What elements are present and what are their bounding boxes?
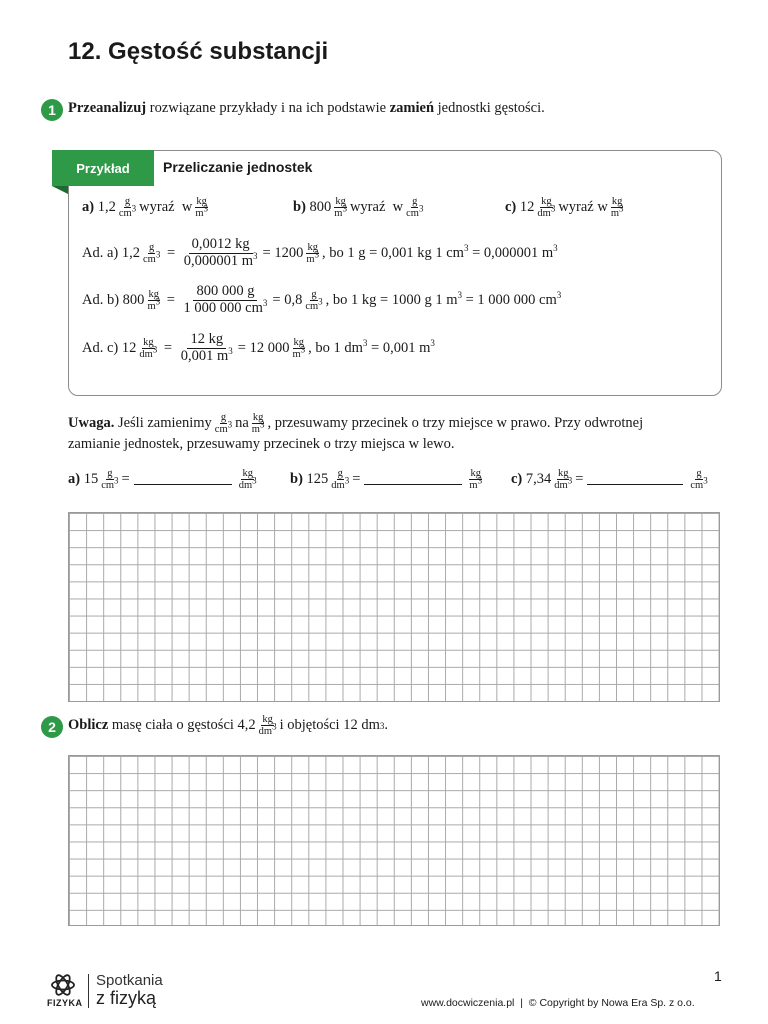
unit-fraction: $\frac{kg}{m^3}$: [195, 196, 208, 220]
item-label: b): [293, 199, 306, 216]
footer-divider: [88, 974, 89, 1008]
exercise-c: [511, 468, 711, 491]
unit-fraction: $\frac{g}{cm^3}$: [214, 412, 233, 436]
item-word: wyraź w: [558, 199, 608, 216]
task-1-number-badge: 1: [41, 99, 63, 121]
calculation-fraction: $\frac{12 kg}{0,001 m^3}$: [180, 331, 233, 364]
exercise-label: c): [511, 471, 523, 488]
unit-fraction: $\frac{g}{cm^3}$: [406, 196, 424, 220]
unit-fraction: $\frac{g}{cm^3}$: [118, 196, 137, 220]
unit-fraction: $\frac{g}{dm^3}$: [331, 468, 350, 492]
exercise-value: 125: [306, 471, 329, 488]
task-1-verb-2: zamień: [389, 100, 435, 116]
copyright-line: [421, 997, 695, 1009]
task-1-instruction: [68, 100, 545, 117]
task-2-instruction: Oblicz masę ciała o gęstości 4,2 $\frac{kg}{dm^3}$ i objętości 12 dm 3 .: [68, 714, 388, 738]
note-na: na: [235, 415, 249, 432]
unit-fraction: $\frac{g}{cm^3}$: [690, 468, 708, 492]
example-solution-a: Ad. a) 1,2 $\frac{g}{cm^3}$ = $\frac{0,0012 kg}{0,000001 m^3}$ = 1200 $\frac{kg}{m^3}$ , bo 1 g = 0,001 kg 1 $cm^3 = 0,000001$ $m^3$: [82, 236, 558, 269]
website-link[interactable]: www.docwiczenia.pl: [421, 997, 515, 1009]
task-2-text-2: i objętości 12 dm: [279, 717, 380, 734]
note-line-1: [68, 412, 643, 435]
task-2-number-badge: 2: [41, 716, 63, 738]
exercise-value: 7,34: [525, 471, 552, 488]
solution-result: = 12 000: [237, 339, 290, 356]
answer-blank[interactable]: [134, 483, 232, 485]
unit-fraction: $\frac{kg}{dm^3}$: [258, 714, 277, 738]
exercise-b: [290, 468, 485, 491]
unit-fraction: $\frac{g}{cm^3}$: [305, 288, 323, 312]
note-text-2: , przesuwamy przecinek o trzy miejsce w prawo. Przy odwrotnej: [267, 415, 644, 432]
unit-fraction: $\frac{kg}{m^3}$: [292, 336, 306, 360]
solution-result: = 0,8: [272, 291, 303, 308]
example-item-a: [82, 196, 211, 219]
item-word: wyraź w: [349, 199, 404, 216]
item-word: wyraź w: [139, 199, 193, 216]
unit-fraction: $\frac{kg}{m^3}$: [334, 196, 347, 220]
solution-prefix: Ad. b) 800: [82, 291, 145, 308]
item-value: 12: [519, 199, 535, 216]
unit-fraction: $\frac{kg}{m^3}$: [469, 468, 483, 492]
task-2-verb: Oblicz: [68, 717, 109, 734]
solution-explanation: , bo 1 g = 0,001 kg 1 $cm^3 = 0,000001$ $m^3$: [322, 243, 558, 261]
equals-sign: =: [575, 471, 584, 488]
exercise-label: b): [290, 471, 303, 488]
example-item-c: [505, 196, 627, 219]
answer-blank[interactable]: [364, 483, 462, 485]
subject-label: FIZYKA: [47, 998, 83, 1008]
unit-fraction: $\frac{kg}{dm^3}$: [537, 196, 556, 220]
unit-fraction: $\frac{kg}{m^3}$: [306, 241, 320, 265]
solution-prefix: Ad. a) 1,2: [82, 244, 140, 261]
item-label: a): [82, 199, 95, 216]
note-text-1: Jeśli zamienimy: [117, 415, 212, 432]
footer-separator: |: [520, 997, 523, 1009]
solution-prefix: Ad. c) 12: [82, 339, 137, 356]
example-solution-b: Ad. b) 800 $\frac{kg}{m^3}$ = $\frac{800 000 g}{1 000 000 cm^3}$ = 0,8 $\frac{g}{cm^3}$ , bo 1 kg = 1000 g 1 $m^3 = 1$ 000 000 $cm^3$: [82, 283, 562, 316]
atom-logo-icon: [50, 972, 76, 998]
item-value: 800: [309, 199, 332, 216]
solution-result: = 1200: [262, 244, 304, 261]
solution-explanation: , bo 1 kg = 1000 g 1 $m^3 = 1$ 000 000 $cm^3$: [325, 290, 562, 308]
exercise-label: a): [68, 471, 81, 488]
unit-fraction: $\frac{kg}{m^3}$: [251, 412, 265, 436]
item-value: 1,2: [97, 199, 116, 216]
answer-blank[interactable]: [587, 483, 683, 485]
example-item-b: [293, 196, 426, 219]
answer-grid-1[interactable]: [68, 512, 720, 702]
example-tab-fold: [52, 186, 68, 194]
equals-sign: =: [352, 471, 361, 488]
task-1-text-1: rozwiązane przykłady i na ich podstawie: [149, 100, 387, 116]
exercise-value: 15: [83, 471, 99, 488]
unit-fraction: $\frac{kg}{dm^3}$: [139, 336, 158, 360]
example-solution-c: Ad. c) 12 $\frac{kg}{dm^3}$ = $\frac{12 kg}{0,001 m^3}$ = 12 000 $\frac{kg}{m^3}$ , bo 1 $dm^3 = 0,001$ $m^3$: [82, 331, 435, 364]
unit-fraction: $\frac{g}{cm^3}$: [101, 468, 119, 492]
copyright-text: © Copyright by Nowa Era Sp. z o.o.: [528, 997, 695, 1009]
item-label: c): [505, 199, 517, 216]
task-1-text-2: jednostki gęstości.: [437, 100, 545, 116]
task-1-verb: Przeanalizuj: [68, 100, 147, 116]
solution-explanation: , bo 1 $dm^3 = 0,001$ $m^3$: [308, 338, 435, 356]
page-number: 1: [714, 968, 722, 984]
exercise-a: [68, 468, 260, 491]
note-line-2: zamianie jednostek, przesuwamy przecinek o trzy miejsca w lewo.: [68, 436, 455, 452]
series-name-line-2: z fizyką: [96, 988, 157, 1008]
series-name-line-1: Spotkania: [96, 972, 163, 989]
unit-fraction: $\frac{kg}{m^3}$: [147, 288, 161, 312]
unit-fraction: $\frac{kg}{dm^3}$: [238, 468, 257, 492]
calculation-fraction: $\frac{800 000 g}{1 000 000 cm^3}$: [183, 283, 268, 316]
answer-grid-2[interactable]: [68, 755, 720, 926]
calculation-fraction: $\frac{0,0012 kg}{0,000001 m^3}$: [183, 236, 258, 269]
unit-fraction: $\frac{kg}{m^3}$: [610, 196, 624, 220]
example-tab: Przykład: [52, 150, 154, 186]
example-heading: Przeliczanie jednostek: [163, 159, 313, 175]
task-2-text-3: .: [384, 717, 388, 734]
note-label: Uwaga.: [68, 415, 115, 432]
page-title: 12. Gęstość substancji: [68, 38, 329, 65]
unit-fraction: $\frac{kg}{dm^3}$: [554, 468, 573, 492]
task-2-text-1: masę ciała o gęstości 4,2: [111, 717, 256, 734]
equals-sign: =: [121, 471, 130, 488]
unit-fraction: $\frac{g}{cm^3}$: [143, 241, 161, 265]
